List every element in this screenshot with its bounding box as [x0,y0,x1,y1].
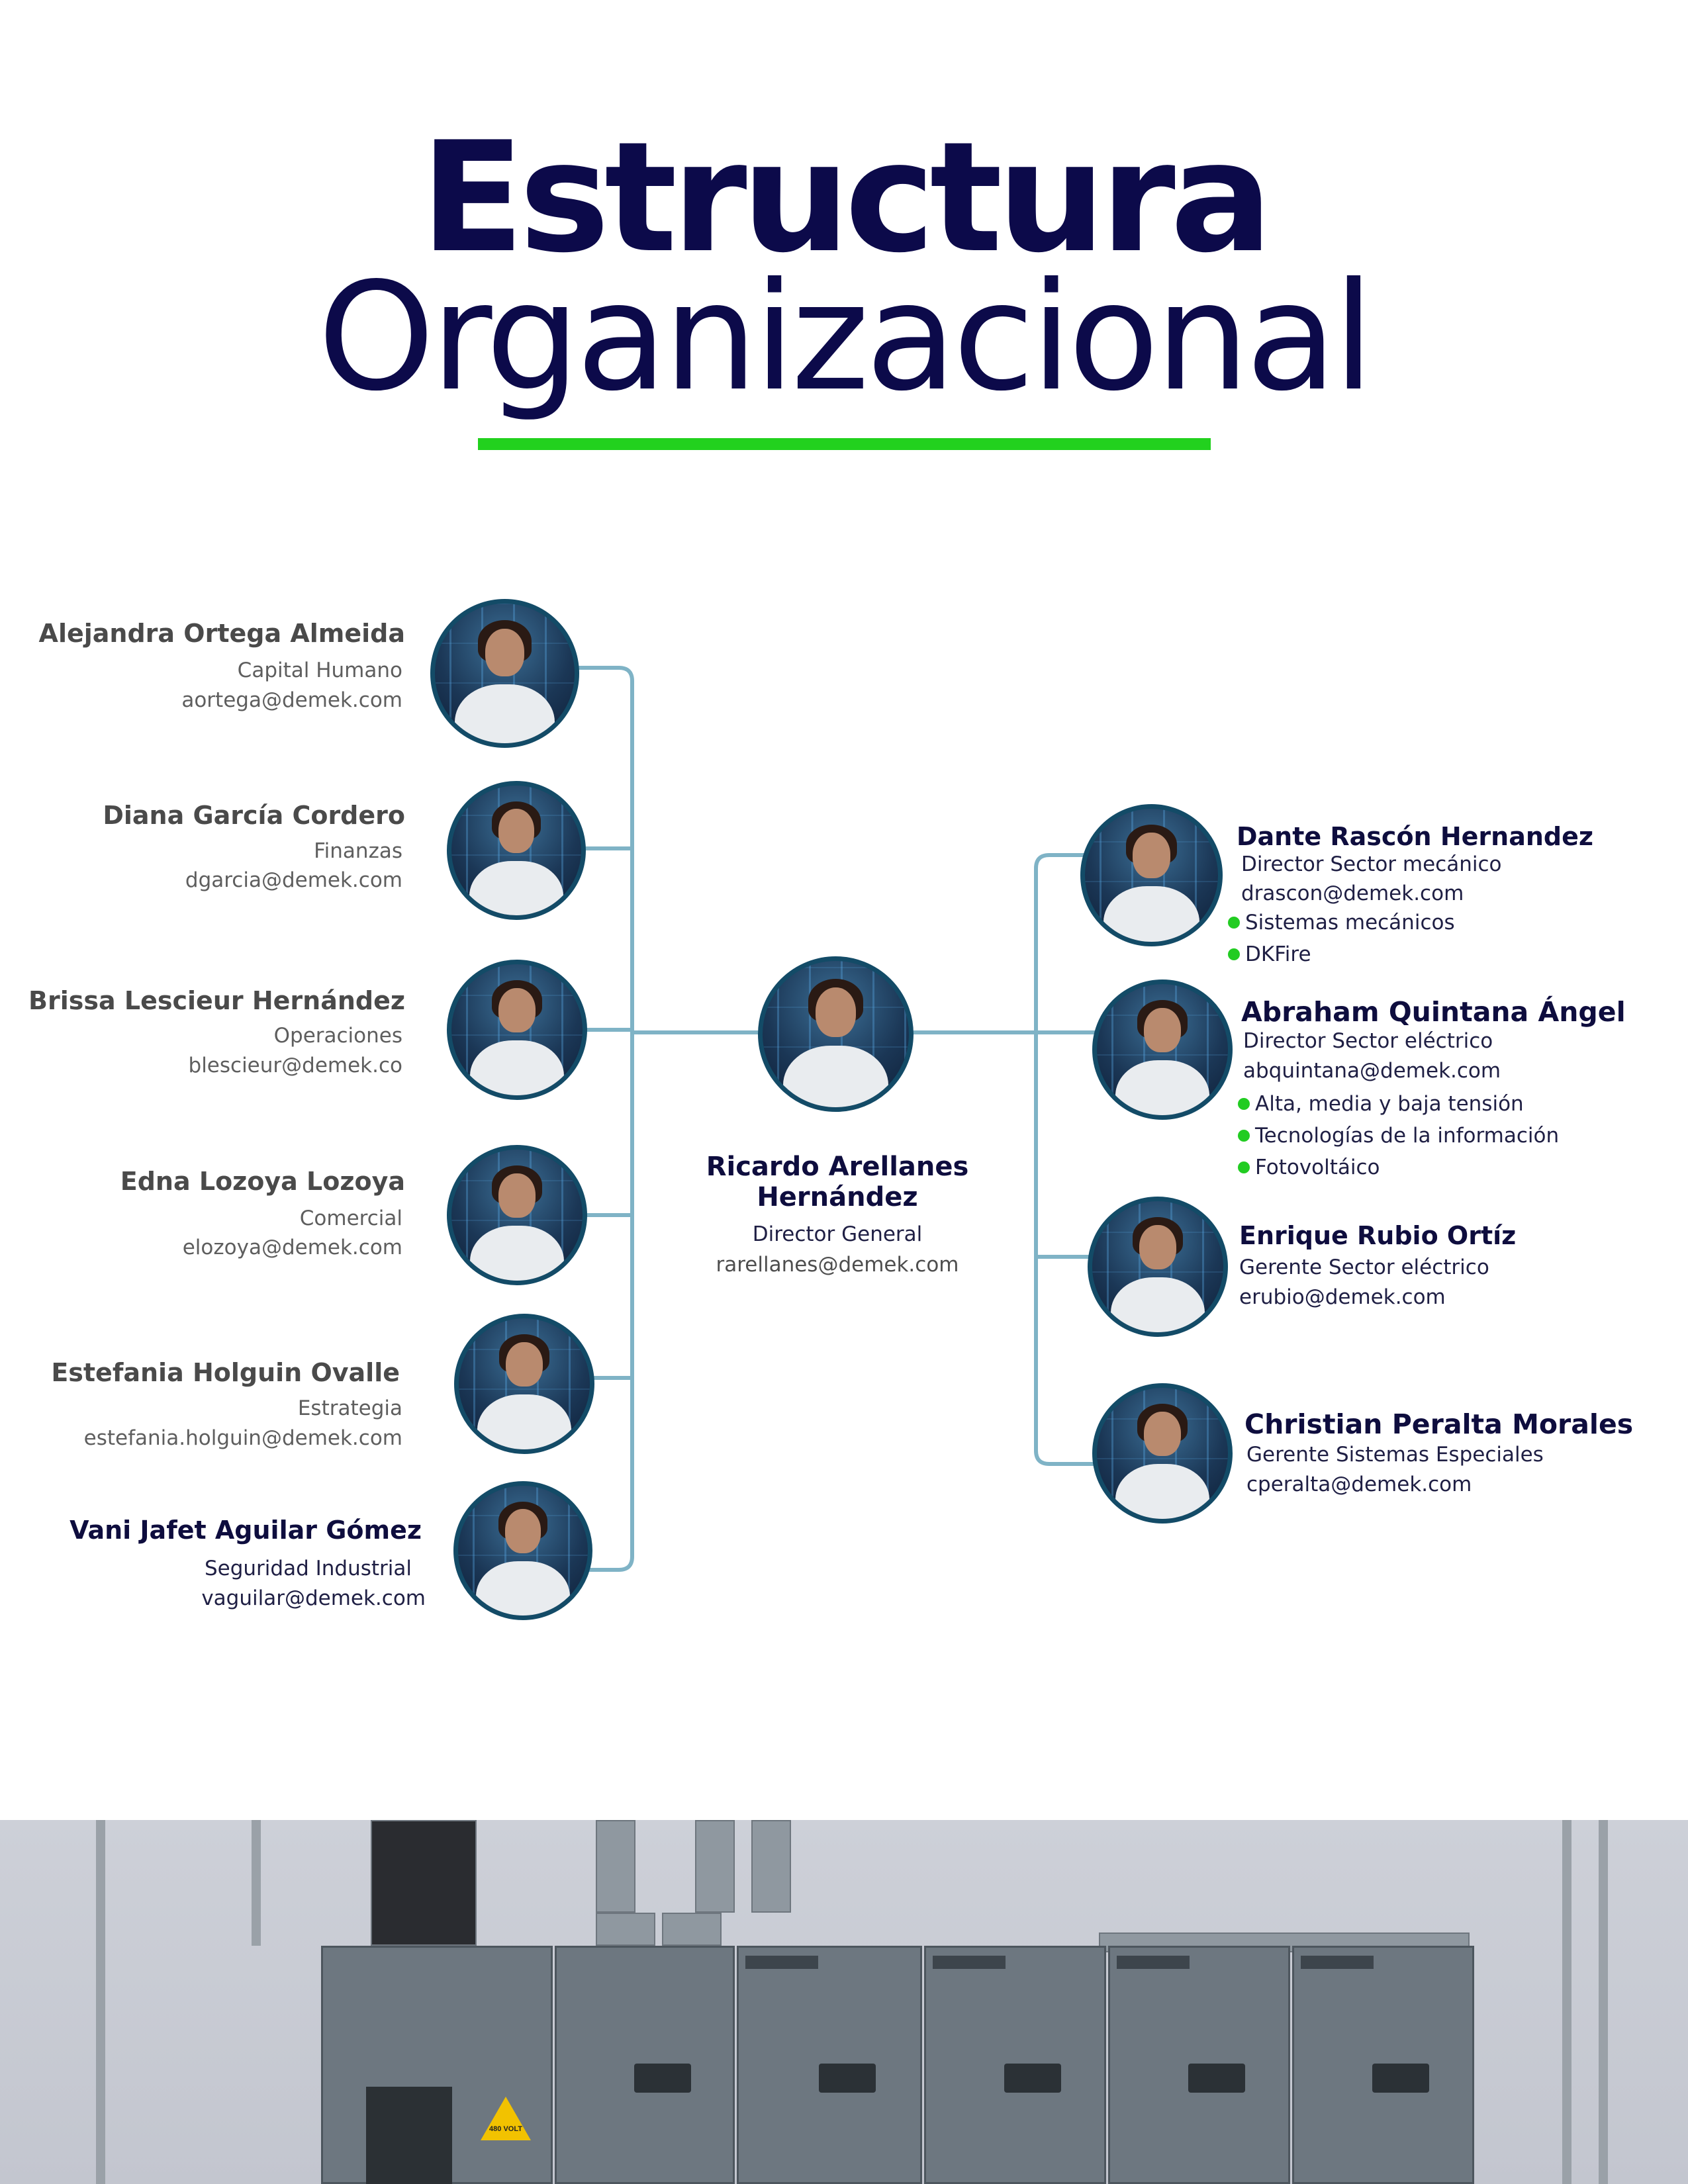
person-role: Operaciones [273,1024,402,1048]
bullet-dot [1238,1130,1250,1142]
panel-label [1117,1956,1190,1969]
title-line-2: Organizacional [317,251,1371,424]
warning-sign [481,2097,531,2140]
person-name: Vani Jafet Aguilar Gómez [70,1516,422,1545]
bullet-dot [1238,1161,1250,1173]
avatar-diana [447,781,586,920]
avatar-vani [453,1481,592,1620]
switchgear-photo [0,1820,1688,2184]
conduit-pipe [1562,1820,1571,2184]
person-email: estefania.holguin@demek.com [83,1426,402,1450]
duct [751,1820,791,1913]
breaker [366,2087,452,2184]
panel-label [745,1956,818,1969]
area-item [1238,1124,1559,1148]
warning-label: 480 VOLT [489,2125,522,2133]
person-role: Estrategia [297,1396,402,1420]
area-item [1238,1156,1380,1179]
area-label: Tecnologías de la información [1255,1124,1560,1148]
title-line-1: Estructura [420,110,1268,287]
control-buttons [634,2064,691,2093]
duct [695,1820,735,1913]
director-name-line-1: Ricardo Arellanes [706,1152,969,1182]
area-label: Alta, media y baja tensión [1255,1092,1524,1116]
person-role: Seguridad Industrial [204,1557,412,1580]
control-buttons [819,2064,876,2093]
person-name: Abraham Quintana Ángel [1241,996,1626,1028]
control-buttons [1372,2064,1429,2093]
conduit-pipe [96,1820,105,2184]
person-name: Alejandra Ortega Almeida [38,619,405,648]
panel-label [933,1956,1006,1969]
person-role: Capital Humano [237,659,402,682]
person-email: dgarcia@demek.com [185,868,402,892]
person-name: Estefania Holguin Ovalle [51,1358,400,1387]
director-role: Director General [752,1222,923,1246]
person-email: blescieur@demek.co [188,1054,402,1077]
person-name: Edna Lozoya Lozoya [120,1167,405,1196]
director-name [682,1152,993,1212]
person-name: Christian Peralta Morales [1244,1408,1634,1440]
cable-bundle [371,1820,477,1946]
control-buttons [1188,2064,1245,2093]
person-email: elozoya@demek.com [182,1236,402,1259]
person-name: Brissa Lescieur Hernández [28,986,405,1015]
duct [596,1820,635,1913]
person-name: Dante Rascón Hernandez [1237,822,1593,851]
switchgear-panel [924,1946,1106,2184]
duct [596,1913,655,1946]
person-role: Comercial [299,1206,402,1230]
avatar-brissa [447,960,587,1100]
area-label: Sistemas mecánicos [1245,911,1455,934]
duct [662,1913,722,1946]
bullet-dot [1228,917,1240,929]
person-name: Enrique Rubio Ortíz [1239,1221,1517,1250]
avatar-director [758,956,914,1112]
person-email: cperalta@demek.com [1246,1473,1472,1496]
right-bracket [1036,855,1098,1464]
switchgear-panel [1292,1946,1474,2184]
director-name-line-2: Hernández [757,1182,918,1212]
person-email: abquintana@demek.com [1243,1059,1501,1083]
area-label: DKFire [1245,942,1311,966]
person-role: Gerente Sector eléctrico [1239,1255,1489,1279]
area-item [1238,1092,1524,1116]
left-bracket [576,668,632,1570]
avatar-alejandra [430,599,579,748]
person-role: Director Sector mecánico [1241,852,1502,876]
person-email: aortega@demek.com [181,688,402,712]
person-role: Director Sector eléctrico [1243,1029,1493,1053]
person-name: Diana García Cordero [103,801,405,830]
area-item [1228,911,1455,934]
switchgear-panel [1108,1946,1290,2184]
bullet-dot [1238,1098,1250,1110]
switchgear-panel [555,1946,735,2184]
person-role: Gerente Sistemas Especiales [1246,1443,1544,1467]
person-email: drascon@demek.com [1241,882,1464,905]
avatar-dante [1080,804,1223,946]
person-email: vaguilar@demek.com [201,1586,426,1610]
control-buttons [1004,2064,1061,2093]
avatar-abraham [1092,979,1233,1120]
bullet-dot [1228,948,1240,960]
person-role: Finanzas [314,839,402,863]
person-email: erubio@demek.com [1239,1285,1446,1309]
conduit-pipe [252,1820,261,1946]
switchgear-panel [737,1946,922,2184]
switchgear-panel [321,1946,553,2184]
conduit-pipe [1599,1820,1608,2184]
area-label: Fotovoltáico [1255,1156,1380,1179]
avatar-edna [447,1145,587,1285]
avatar-christian [1092,1383,1233,1524]
avatar-estefania [454,1314,594,1454]
avatar-enrique [1088,1197,1228,1337]
area-item [1228,942,1311,966]
panel-label [1301,1956,1374,1969]
director-email: rarellanes@demek.com [716,1253,959,1277]
